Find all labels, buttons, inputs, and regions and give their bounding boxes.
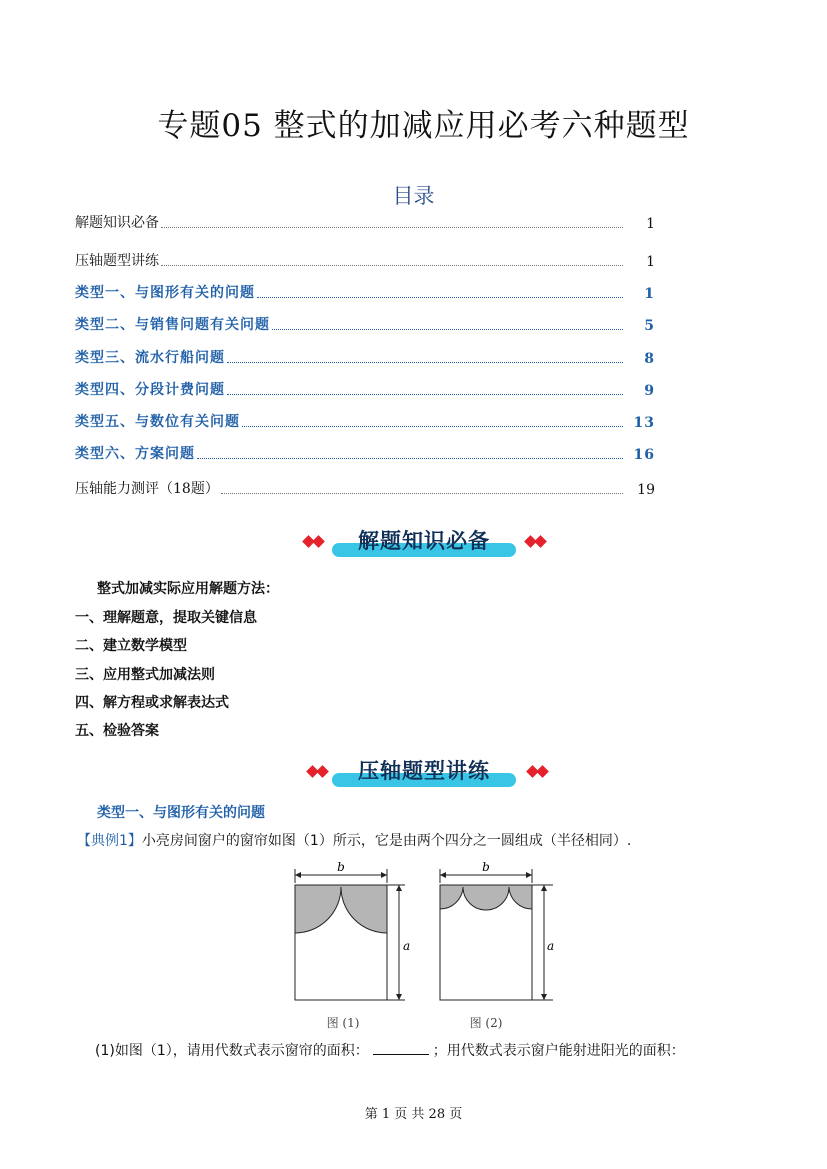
toc-entry[interactable] (75, 250, 655, 270)
figure-caption: 图 (2) (469, 1016, 503, 1030)
toc-entry-page: 9 (644, 383, 655, 399)
arrow-right (381, 872, 387, 878)
arrow-down (396, 994, 402, 1000)
toc-entry-page: 13 (633, 415, 655, 431)
arrow-up (396, 885, 402, 891)
curtain-figures (285, 855, 565, 1035)
page-footer: 第 1 页 共 28 页 (364, 1107, 463, 1122)
toc-entry-label: 类型一、与图形有关的问题 (75, 285, 255, 301)
toc-entry-label: 类型五、与数位有关问题 (75, 414, 240, 430)
table-of-contents (75, 212, 655, 498)
diamond-icon (312, 535, 325, 548)
banner-title: 压轴题型讲练 (358, 759, 490, 783)
toc-entry-page: 1 (646, 254, 655, 270)
arrow-up (541, 885, 547, 891)
method-step: 四、解方程或求解表达式 (75, 695, 229, 711)
toc-entry-page: 1 (646, 216, 655, 232)
example-text: 小亮房间窗户的窗帘如图（1）所示，它是由两个四分之一圆组成（半径相同）. (141, 833, 632, 849)
toc-leader-dots (161, 227, 623, 228)
toc-entry[interactable] (75, 347, 655, 367)
example-statement (77, 830, 631, 850)
question-text-2: ；用代数式表示窗户能射进阳光的面积： (432, 1043, 685, 1059)
toc-entry[interactable] (75, 282, 655, 302)
figure-1 (295, 860, 410, 1030)
method-step: 二、建立数学模型 (75, 638, 187, 654)
toc-entry-label: 类型四、分段计费问题 (75, 382, 225, 398)
arrow-left (295, 872, 301, 878)
diamond-icon (316, 765, 329, 778)
toc-leader-dots (257, 297, 623, 298)
toc-leader-dots (221, 493, 623, 494)
method-step: 三、应用整式加减法则 (75, 667, 215, 683)
toc-entry-page: 5 (644, 318, 655, 334)
toc-entry[interactable] (75, 411, 655, 431)
toc-entry[interactable] (75, 478, 655, 498)
curtain-shape (295, 885, 387, 933)
toc-entry-page: 16 (633, 447, 655, 463)
toc-leader-dots (272, 329, 623, 330)
arrow-right (526, 872, 532, 878)
example-tag: 【典例1】 (77, 833, 142, 849)
toc-leader-dots (227, 394, 623, 395)
method-heading: 整式加减实际应用解题方法： (97, 581, 279, 597)
toc-leader-dots (161, 265, 623, 266)
label-a: a (547, 939, 555, 953)
diamond-icon (534, 535, 547, 548)
method-step: 一、理解题意，提取关键信息 (75, 610, 257, 626)
toc-entry-label: 类型三、流水行船问题 (75, 350, 225, 366)
figure-caption: 图 (1) (326, 1016, 360, 1030)
toc-leader-dots (197, 458, 623, 459)
toc-entry[interactable] (75, 379, 655, 399)
question-text-1: (1)如图（1），请用代数式表示窗帘的面积： (95, 1043, 369, 1059)
section-banner-problems (300, 755, 550, 795)
toc-leader-dots (242, 426, 623, 427)
label-a: a (403, 939, 411, 953)
toc-entry[interactable] (75, 212, 655, 232)
section-banner-knowledge (300, 525, 550, 565)
label-b: b (337, 860, 345, 874)
toc-entry-label: 类型六、方案问题 (75, 446, 195, 462)
toc-entry-label: 类型二、与销售问题有关问题 (75, 317, 270, 333)
toc-entry-page: 19 (637, 482, 655, 498)
banner-title: 解题知识必备 (358, 529, 490, 553)
toc-entry-label: 压轴能力测评（18题） (75, 481, 219, 497)
figure-2 (440, 860, 554, 1030)
toc-entry[interactable] (75, 314, 655, 334)
toc-heading: 目录 (392, 184, 435, 208)
toc-entry-page: 1 (644, 286, 655, 302)
toc-entry[interactable] (75, 443, 655, 463)
method-step: 五、检验答案 (75, 723, 159, 739)
question-1 (95, 1040, 685, 1060)
type-heading: 类型一、与图形有关的问题 (97, 805, 265, 821)
curtain-shape (440, 885, 532, 910)
answer-blank[interactable] (373, 1054, 429, 1055)
toc-entry-page: 8 (644, 351, 655, 367)
arrow-left (440, 872, 446, 878)
page-title: 专题05 整式的加减应用必考六种题型 (157, 108, 690, 144)
toc-leader-dots (227, 362, 623, 363)
toc-entry-label: 解题知识必备 (75, 215, 159, 231)
label-b: b (482, 860, 490, 874)
arrow-down (541, 994, 547, 1000)
diamond-icon (536, 765, 549, 778)
toc-entry-label: 压轴题型讲练 (75, 253, 159, 269)
